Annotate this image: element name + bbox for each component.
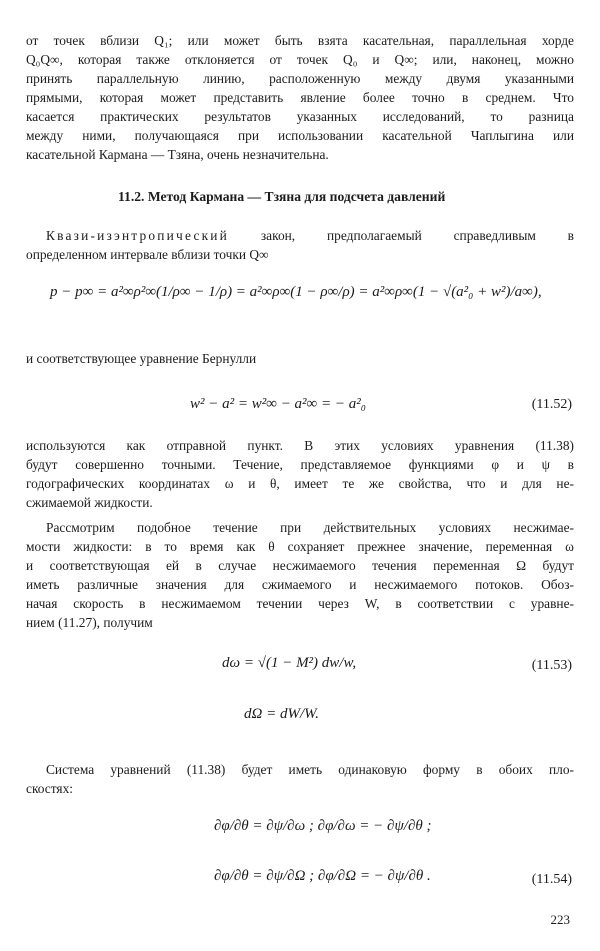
text-line: скостях: bbox=[26, 781, 73, 796]
text-line: определенном интервале вблизи точки Q∞ bbox=[26, 247, 269, 262]
equation-label: (11.53) bbox=[531, 658, 572, 673]
equation-label: (11.52) bbox=[531, 397, 572, 412]
text-line: Рассмотрим подобное течение при действительных условиях несжимае- bbox=[46, 520, 574, 535]
text-fragment: закон, предполагаемый справедливым в bbox=[260, 228, 574, 243]
text-line: иметь различные значения для сжимаемого и несжимаемого потоков. Обоз- bbox=[26, 577, 574, 592]
text-line: прямыми, которая может представить явление более точно в среднем. Что bbox=[26, 90, 574, 105]
text-line: касается практических результатов указанных исследований, то разница bbox=[26, 109, 574, 124]
equation-text: dω = √(1 − M²) dw/w, bbox=[222, 655, 357, 671]
paragraph-bernoulli bbox=[26, 349, 574, 368]
text-line: сжимаемой жидкости. bbox=[26, 495, 153, 510]
equation-11-53-line1 bbox=[222, 655, 356, 672]
text-line: и соответствующее уравнение Бернулли bbox=[26, 351, 257, 366]
equation-11-52 bbox=[190, 396, 366, 413]
equation-text: ∂φ/∂θ = ∂ψ/∂ω ; ∂φ/∂ω = − ∂ψ/∂θ ; bbox=[214, 818, 432, 834]
text-line: годографических координатах ω и θ, имеет те же свойства, что и для не- bbox=[26, 476, 574, 491]
text-line: принять параллельную линию, расположенную между двумя указанными bbox=[26, 71, 574, 86]
paragraph-system bbox=[26, 760, 574, 798]
text-line: мости жидкости: в то время как θ сохраняет прежнее значение, переменная ω bbox=[26, 539, 574, 554]
text-line: Система уравнений (11.38) будет иметь одинаковую форму в обоих пло- bbox=[46, 762, 574, 777]
section-heading: 11.2. Метод Кармана — Тзяна для подсчета давлений bbox=[118, 189, 446, 204]
page-number: 223 bbox=[550, 912, 570, 927]
paragraph-starting-point bbox=[26, 436, 574, 512]
equation-text: w² − a² = w²∞ − a²∞ = − a²₀ bbox=[190, 396, 366, 412]
text-line: касательной Кармана — Тзяна, очень незначительна. bbox=[26, 147, 329, 162]
equation-11-54-line2 bbox=[214, 868, 431, 885]
text-line: от точек вблизи Q₁; или может быть взята касательная, параллельная хорде bbox=[26, 33, 574, 48]
paragraph-quasi-isentropic bbox=[26, 226, 574, 264]
equation-11-53-line2 bbox=[244, 706, 319, 723]
paragraph-incompressible bbox=[26, 518, 574, 632]
text-line: нием (11.27), получим bbox=[26, 615, 153, 630]
equation-text: p − p∞ = a²∞ρ²∞(1/ρ∞ − 1/ρ) = a²∞ρ∞(1 − ρ∞/ρ) = a²∞ρ∞(1 − √(a²₀ + w²)/a∞), bbox=[50, 284, 542, 300]
text-line: Q₀Q∞, которая также отклоняется от точек Q₀ и Q∞; или, наконец, можно bbox=[26, 52, 574, 67]
equation-11-54-line1 bbox=[214, 818, 431, 835]
text-line: и соответствующая ей в случае несжимаемого течения переменная Ω будут bbox=[26, 558, 574, 573]
equation-text: dΩ = dW/W. bbox=[244, 706, 319, 722]
paragraph-tangent-options bbox=[26, 31, 574, 164]
text-line: будут совершенно точными. Течение, представляемое функциями φ и ψ в bbox=[26, 457, 574, 472]
text-line: используются как отправной пункт. В этих условиях уравнения (11.38) bbox=[26, 438, 574, 453]
text-line: между ними, получающаяся при использовании касательной Чаплыгина или bbox=[26, 128, 574, 143]
equation-pressure bbox=[50, 284, 542, 301]
spaced-term: Квази-изэнтропический bbox=[46, 228, 230, 243]
equation-text: ∂φ/∂θ = ∂ψ/∂Ω ; ∂φ/∂Ω = − ∂ψ/∂θ . bbox=[214, 868, 431, 884]
equation-label: (11.54) bbox=[531, 872, 572, 887]
text-line: начая скорость в несжимаемом течении через W, в соответствии с уравне- bbox=[26, 596, 574, 611]
